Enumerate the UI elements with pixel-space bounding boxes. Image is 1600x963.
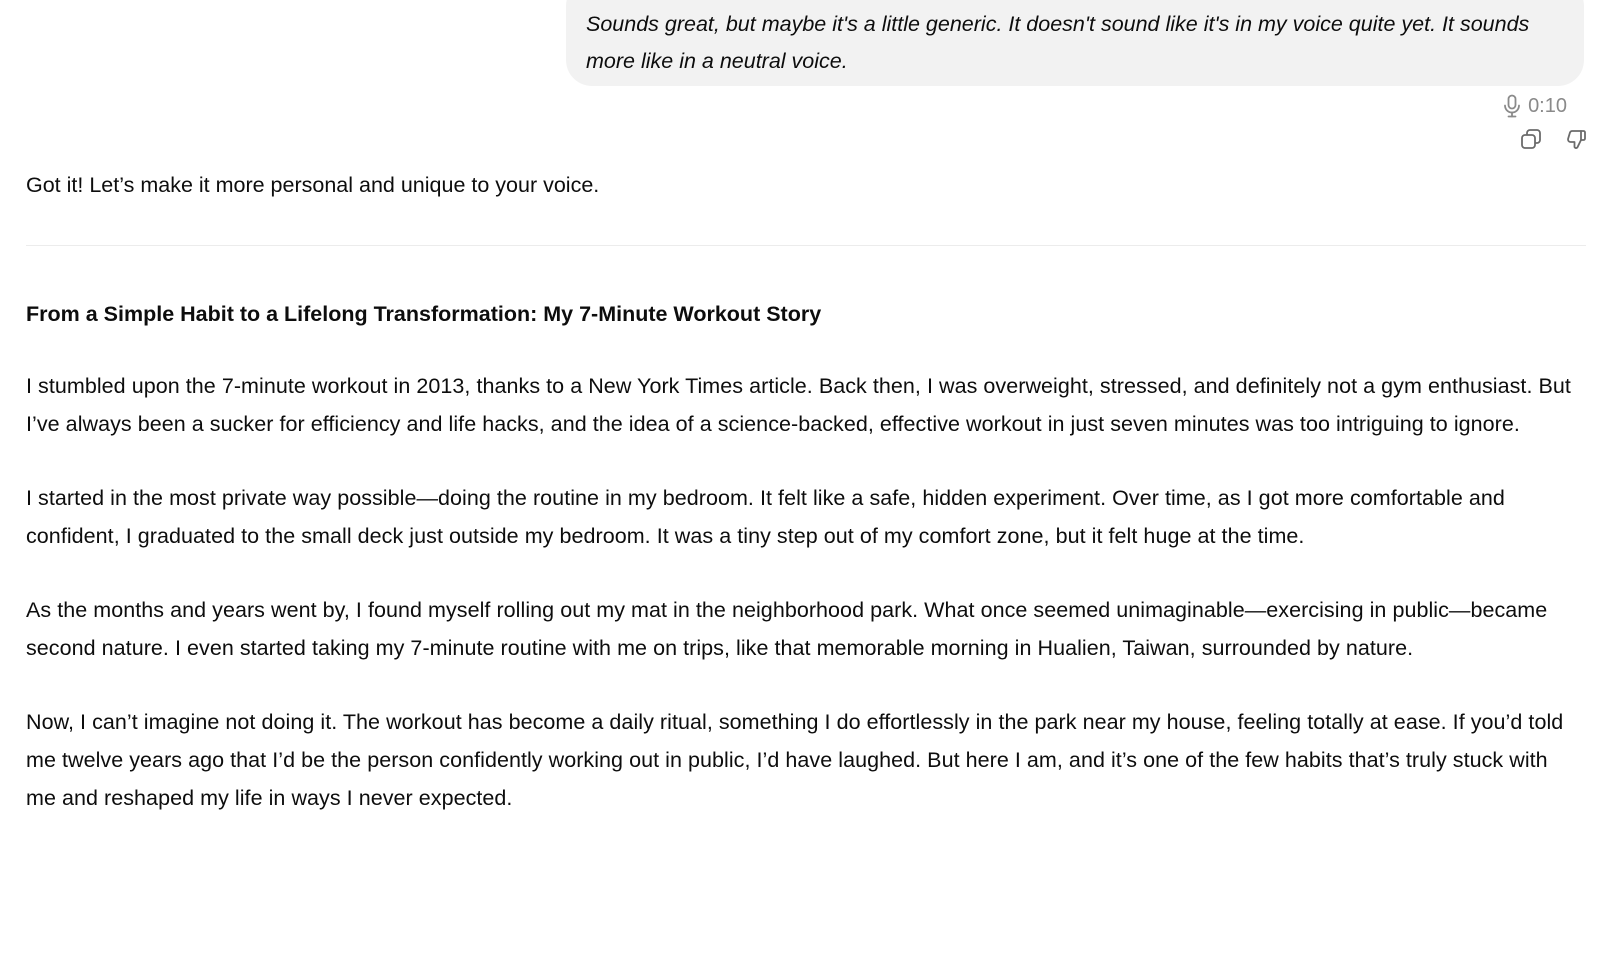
copy-button[interactable] [1518,128,1544,154]
story-paragraph: Now, I can’t imagine not doing it. The workout has become a daily ritual, something I do effortlessly in the park near my house, feeling totally at ease. If you’d told me twelve years ago that I’d be the person confidently working out in public, I’d have laughed. But here I am, and it’s one of the few habits that’s truly stuck with me and reshaped my life in ways I never expected. [26,710,1564,810]
user-message-text: Sounds great, but maybe it's a little generic. It doesn't sound like it's in my voice quite yet. It sounds more like in a neutral voice. [586,12,1530,73]
assistant-intro: Got it! Let’s make it more personal and unique to your voice. [26,173,600,197]
story-paragraph: As the months and years went by, I found myself rolling out my mat in the neighborhood park. What once seemed unimaginable—exercising in public—became second nature. I even started taking my 7-minute routine with me on trips, like that memorable morning in Hualien, Taiwan, surrounded by nature. [26,598,1548,660]
assistant-message [26,166,1576,817]
voice-message-meta[interactable] [1502,93,1567,119]
microphone-icon [1502,94,1522,118]
copy-icon [1519,127,1543,156]
story-title: From a Simple Habit to a Lifelong Transformation: My 7-Minute Workout Story [26,302,822,326]
story-paragraph: I started in the most private way possible—doing the routine in my bedroom. It felt like a safe, hidden experiment. Over time, as I got more comfortable and confident, I graduated to the small deck just outside my bedroom. It was a tiny step out of my comfort zone, but it felt huge at the time. [26,486,1505,548]
thumbs-down-button[interactable] [1564,128,1590,154]
thumbs-down-icon [1565,127,1589,156]
message-actions [1518,128,1590,154]
user-message-bubble [566,0,1584,86]
divider [26,245,1586,246]
story-paragraph: I stumbled upon the 7-minute workout in 2013, thanks to a New York Times article. Back then, I was overweight, stressed, and definitely not a gym enthusiast. But I’ve always been a sucker for efficiency and life hacks, and the idea of a science-backed, effective workout in just seven minutes was too intriguing to ignore. [26,374,1571,436]
voice-duration: 0:10 [1528,94,1567,117]
